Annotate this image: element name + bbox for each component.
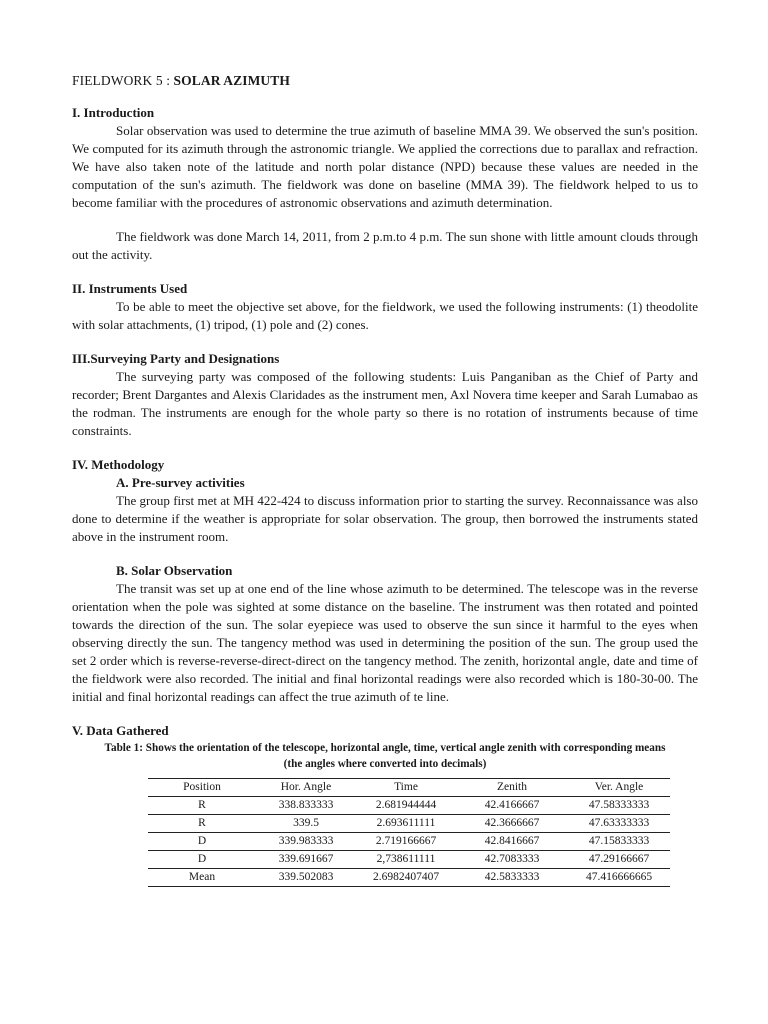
table-cell: 42.7083333 [456, 851, 568, 869]
table-row [148, 815, 670, 833]
table-header-cell: Hor. Angle [256, 779, 356, 797]
subheading-solar-observation: B. Solar Observation [116, 563, 233, 578]
document-page [72, 72, 698, 887]
section-heading-party: III.Surveying Party and Designations [72, 351, 280, 366]
table-cell: 42.8416667 [456, 833, 568, 851]
party-paragraph: The surveying party was composed of the following students: Luis Panganiban as the Chief of Party and recorder; Brent Dargantes and Alexis Claridades as the instrument men, Axl Novera time keeper and Sarah Lumabao as the rodman. The instruments are enough for the whole party so there is no rotation of instruments because of time constraints. [72, 369, 698, 438]
title-main: SOLAR AZIMUTH [173, 73, 290, 88]
table-row [148, 797, 670, 815]
table-cell: R [148, 815, 256, 833]
section-heading-introduction: I. Introduction [72, 105, 155, 120]
table-cell: 2.719166667 [356, 833, 456, 851]
table-caption [72, 740, 698, 772]
table-cell: 2,738611111 [356, 851, 456, 869]
table-header-cell: Time [356, 779, 456, 797]
table-caption-line-1: Table 1: Shows the orientation of the telescope, horizontal angle, time, vertical angle zenith with corresponding means [104, 742, 666, 754]
table-cell: 42.5833333 [456, 869, 568, 887]
introduction-paragraph-2: The fieldwork was done March 14, 2011, from 2 p.m.to 4 p.m. The sun shone with little amount clouds through out the activity. [72, 229, 698, 262]
table-cell: 339.502083 [256, 869, 356, 887]
pre-survey-paragraph: The group first met at MH 422-424 to discuss information prior to starting the survey. Reconnaissance was also done to determine if the weather is appropriate for solar observation. The group, then borrowed the instruments stated above in the instrument room. [72, 493, 698, 544]
section-heading-data-gathered: V. Data Gathered [72, 723, 169, 738]
table-row [148, 833, 670, 851]
title-prefix: FIELDWORK 5 : [72, 73, 174, 88]
table-cell: 339.5 [256, 815, 356, 833]
table-cell: 47.15833333 [568, 833, 670, 851]
instruments-paragraph: To be able to meet the objective set above, for the fieldwork, we used the following instruments: (1) theodolite with solar attachments, (1) tripod, (1) pole and (2) cones. [72, 299, 698, 332]
table-cell: 42.4166667 [456, 797, 568, 815]
table-caption-line-2: (the angles where converted into decimals) [283, 758, 487, 770]
introduction-paragraph-1: Solar observation was used to determine the true azimuth of baseline MMA 39. We observed the sun's position. We computed for its azimuth through the astronomic triangle. We applied the corrections due to parallax and refraction. We have also taken note of the latitude and north polar distance (NPD) because these values are needed in the computation of the sun's azimuth. The fieldwork was done on baseline (MMA 39). The fieldwork helped to us to become familiar with the procedures of astronomic observations and azimuth determination. [72, 123, 698, 210]
table-cell: 339.983333 [256, 833, 356, 851]
table-cell: D [148, 833, 256, 851]
table-header-cell: Ver. Angle [568, 779, 670, 797]
subheading-pre-survey: A. Pre-survey activities [116, 475, 245, 490]
section-heading-methodology: IV. Methodology [72, 457, 165, 472]
table-cell: 47.58333333 [568, 797, 670, 815]
solar-observation-paragraph: The transit was set up at one end of the line whose azimuth to be determined. The telescope was in the reverse orientation when the pole was sighted at some distance on the baseline. The instrument was then rotated and pointed towards the direction of the sun. The solar eyepiece was used to observe the sun since it harmful to the eyes when observing directly the sun. The tangency method was used in determining the position of the sun. The group used the set 2 order which is reverse-reverse-direct-direct on the tangency method. The zenith, horizontal angle, date and time of the fieldwork were also recorded. The initial and final horizontal readings were also recorded which is 180-30-00. The initial and final horizontal readings can affect the true azimuth of te line. [72, 581, 698, 704]
table-row [148, 851, 670, 869]
table-cell: 338.833333 [256, 797, 356, 815]
document-title [72, 72, 698, 90]
section-heading-instruments: II. Instruments Used [72, 281, 188, 296]
table-cell: 47.416666665 [568, 869, 670, 887]
table-row-mean [148, 869, 670, 887]
data-table [148, 778, 670, 887]
table-cell: 339.691667 [256, 851, 356, 869]
table-cell: Mean [148, 869, 256, 887]
table-cell: 42.3666667 [456, 815, 568, 833]
table-cell: 2.6982407407 [356, 869, 456, 887]
table-header-cell: Zenith [456, 779, 568, 797]
table-cell: 47.29166667 [568, 851, 670, 869]
table-cell: 2.681944444 [356, 797, 456, 815]
table-cell: 2.693611111 [356, 815, 456, 833]
table-cell: D [148, 851, 256, 869]
table-header-row [148, 779, 670, 797]
table-header-cell: Position [148, 779, 256, 797]
table-cell: R [148, 797, 256, 815]
table-cell: 47.63333333 [568, 815, 670, 833]
